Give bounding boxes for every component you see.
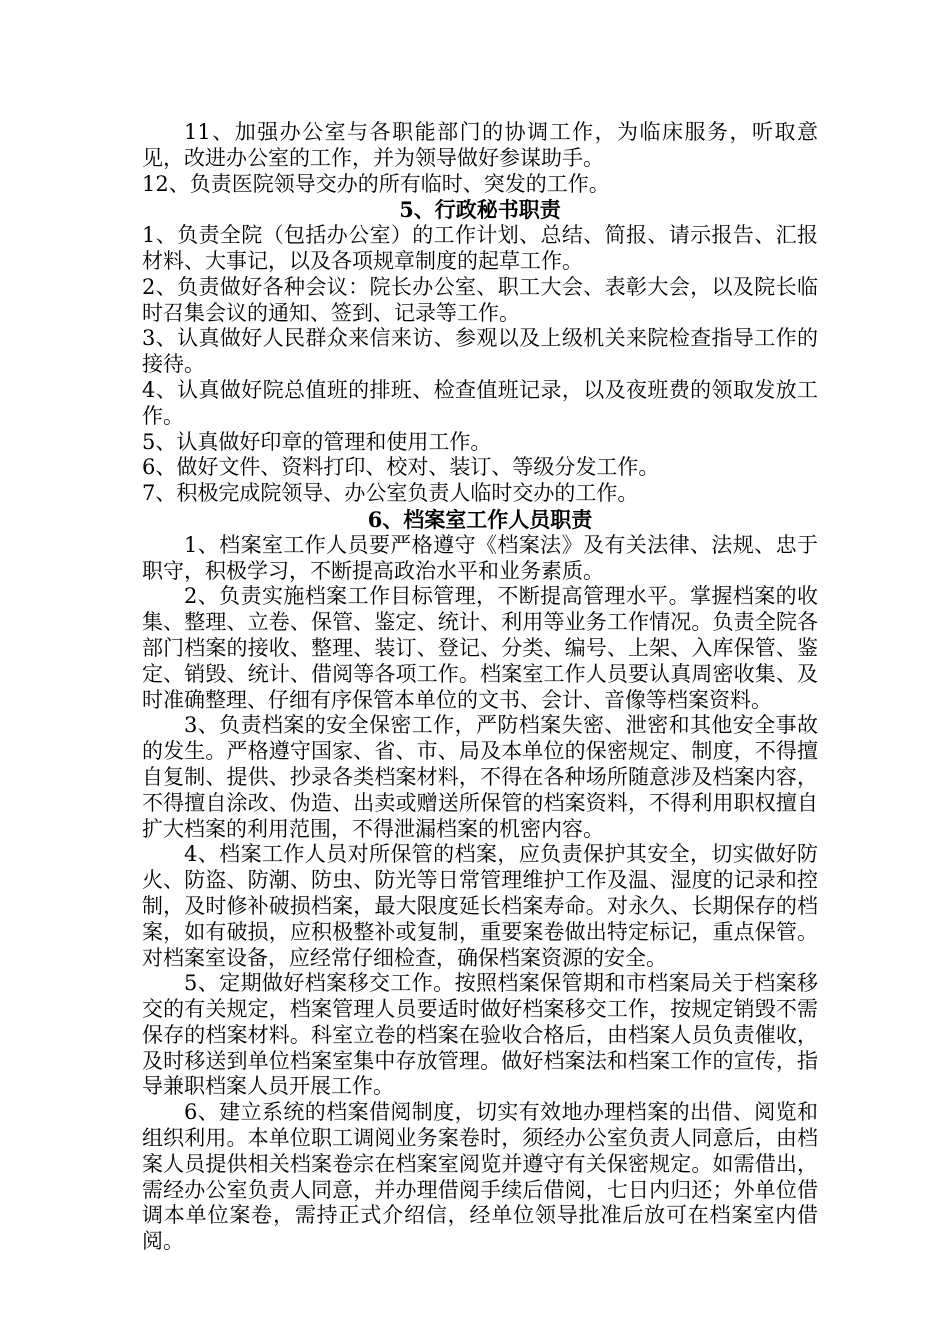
archive-item-3: 3、负责档案的安全保密工作，严防档案失密、泄密和其他安全事故的发生。严格遵守国家、省、市、局及本单位的保密规定、制度，不得擅自复制、提供、抄录各类档案材料，不得在各种场所随意涉及档案内容，不得擅自涂改、伪造、出卖或赠送所保管的档案资料，不得利用职权擅自扩大档案的利用范围，不得泄漏档案的机密内容。 [142, 713, 818, 841]
secretary-item-5: 5、认真做好印章的管理和使用工作。 [142, 429, 492, 454]
archive-item-4: 4、档案工作人员对所保管的档案，应负责保护其安全，切实做好防火、防盗、防潮、防虫、防光等日常管理维护工作及温、湿度的记录和控制，及时修补破损档案，最大限度延长档案寿命。对永久、长期保存的档案，如有破损，应积极整补或复制，重要案卷做出特定标记，重点保管。对档案室设备，应经常仔细检查，确保档案资源的安全。 [142, 842, 818, 970]
paragraph-item-12: 12、负责医院领导交办的所有临时、突发的工作。 [142, 171, 610, 196]
archive-item-6: 6、建立系统的档案借阅制度，切实有效地办理档案的出借、阅览和组织利用。本单位职工调阅业务案卷时，须经办公室负责人同意后，由档案人员提供相关档案卷宗在档案室阅览并遵守有关保密规定。如需借出，需经办公室负责人同意，并办理借阅手续后借阅，七日内归还；外单位借调本单位案卷，需持正式介绍信，经单位领导批准后放可在档案室内借阅。 [142, 1100, 818, 1254]
archive-item-5: 5、定期做好档案移交工作。按照档案保管期和市档案局关于档案移交的有关规定，档案管理人员要适时做好档案移交工作，按规定销毁不需保存的档案材料。科室立卷的档案在验收合格后，由档案人员负责催收，及时移送到单位档案室集中存放管理。做好档案法和档案工作的宣传，指导兼职档案人员开展工作。 [142, 971, 818, 1099]
document-page [142, 120, 818, 1255]
paragraph-item-11: 11、加强办公室与各职能部门的协调工作，为临床服务，听取意见，改进办公室的工作，并为领导做好参谋助手。 [142, 120, 818, 170]
archive-item-2: 2、负责实施档案工作目标管理，不断提高管理水平。掌握档案的收集、整理、立卷、保管、鉴定、统计、利用等业务工作情况。负责全院各部门档案的接收、整理、装订、登记、分类、编号、上架、入库保管、鉴定、销毁、统计、借阅等各项工作。档案室工作人员要认真周密收集、及时准确整理、仔细有序保管本单位的文书、会计、音像等档案资料。 [142, 584, 818, 712]
secretary-item-6: 6、做好文件、资料打印、校对、装订、等级分发工作。 [142, 455, 660, 480]
secretary-item-1: 1、负责全院（包括办公室）的工作计划、总结、简报、请示报告、汇报材料、大事记，以及各项规章制度的起草工作。 [142, 223, 818, 273]
archive-item-1: 1、档案室工作人员要严格遵守《档案法》及有关法律、法规、忠于职守，积极学习，不断提高政治水平和业务素质。 [142, 532, 818, 583]
section-heading-archive: 6、档案室工作人员职责 [367, 506, 593, 532]
secretary-item-3: 3、认真做好人民群众来信来访、参观以及上级机关来院检查指导工作的接待。 [142, 326, 818, 377]
secretary-item-4: 4、认真做好院总值班的排班、检查值班记录，以及夜班费的领取发放工作。 [142, 377, 818, 428]
section-heading-secretary: 5、行政秘书职责 [399, 197, 561, 223]
secretary-item-2: 2、负责做好各种会议：院长办公室、职工大会、表彰大会，以及院长临时召集会议的通知、签到、记录等工作。 [142, 274, 818, 325]
secretary-item-7: 7、积极完成院领导、办公室负责人临时交办的工作。 [142, 481, 639, 506]
